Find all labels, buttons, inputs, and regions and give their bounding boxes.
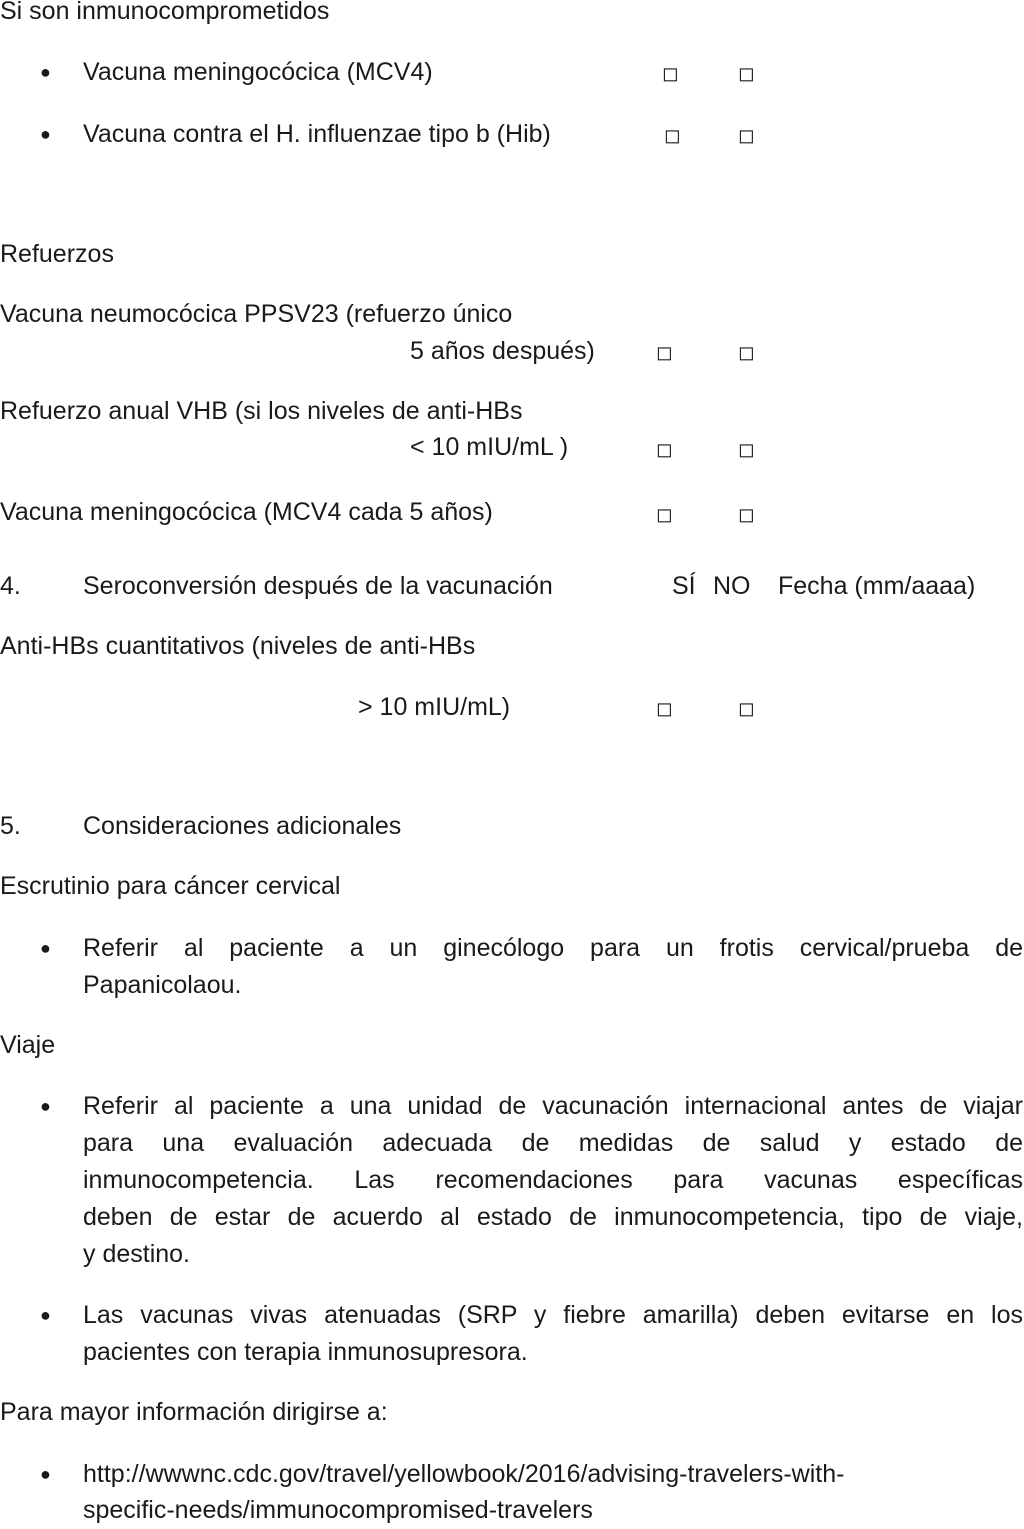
checkbox-si-vhb[interactable]: ◻ bbox=[656, 439, 673, 461]
section4-number: 4. bbox=[0, 572, 21, 600]
antihbs-line2: > 10 mIU/mL) bbox=[358, 693, 511, 721]
cervical-item-line2: Papanicolaou. bbox=[83, 971, 242, 999]
info-title: Para mayor información dirigirse a: bbox=[0, 1398, 388, 1426]
column-header-no: NO bbox=[713, 572, 751, 600]
refuerzos-title: Refuerzos bbox=[0, 240, 114, 268]
checkbox-no-ppsv23[interactable]: ◻ bbox=[738, 342, 755, 364]
item-mcv4: Vacuna meningocócica (MCV4) bbox=[83, 58, 433, 86]
bullet-icon: ● bbox=[40, 124, 51, 144]
section5-number: 5. bbox=[0, 812, 21, 840]
checkbox-si-mcv4-refuerzo[interactable]: ◻ bbox=[656, 504, 673, 526]
checkbox-si-hib[interactable]: ◻ bbox=[664, 125, 681, 147]
viaje-item1-line: inmunocompetencia. Las recomendaciones para vacunas específicas bbox=[83, 1166, 1023, 1194]
viaje-item1-line: y destino. bbox=[83, 1240, 191, 1268]
checkbox-si-mcv4[interactable]: ◻ bbox=[662, 63, 679, 85]
section5-title: Consideraciones adicionales bbox=[83, 812, 402, 840]
checkbox-si-ppsv23[interactable]: ◻ bbox=[656, 342, 673, 364]
viaje-item1-line: Referir al paciente a una unidad de vacunación internacional antes de viajar bbox=[83, 1092, 1023, 1120]
vhb-line2: < 10 mIU/mL ) bbox=[410, 433, 569, 461]
cervical-item-line1: Referir al paciente a un ginecólogo para un frotis cervical/prueba de bbox=[83, 934, 1023, 962]
ppsv23-line1: Vacuna neumocócica PPSV23 (refuerzo único bbox=[0, 300, 513, 328]
column-header-si: SÍ bbox=[672, 572, 696, 600]
bullet-icon: ● bbox=[40, 62, 51, 82]
bullet-icon: ● bbox=[40, 1305, 51, 1325]
checkbox-no-mcv4[interactable]: ◻ bbox=[738, 63, 755, 85]
cdc-link-line2[interactable]: specific-needs/immunocompromised-travelers bbox=[83, 1496, 593, 1524]
checkbox-no-vhb[interactable]: ◻ bbox=[738, 439, 755, 461]
bullet-icon: ● bbox=[40, 1464, 51, 1484]
checkbox-no-antihbs[interactable]: ◻ bbox=[738, 698, 755, 720]
checkbox-si-antihbs[interactable]: ◻ bbox=[656, 698, 673, 720]
bullet-icon: ● bbox=[40, 938, 51, 958]
item-hib: Vacuna contra el H. influenzae tipo b (Hib) bbox=[83, 120, 551, 148]
viaje-title: Viaje bbox=[0, 1031, 56, 1059]
antihbs-line1: Anti-HBs cuantitativos (niveles de anti-HBs bbox=[0, 632, 476, 660]
checkbox-no-mcv4-refuerzo[interactable]: ◻ bbox=[738, 504, 755, 526]
mcv4-refuerzo: Vacuna meningocócica (MCV4 cada 5 años) bbox=[0, 498, 493, 526]
ppsv23-line2: 5 años después) bbox=[410, 337, 595, 365]
bullet-icon: ● bbox=[40, 1096, 51, 1116]
viaje-item1-line: deben de estar de acuerdo al estado de inmunocompetencia, tipo de viaje, bbox=[83, 1203, 1023, 1231]
viaje-item2-line: Las vacunas vivas atenuadas (SRP y fiebre amarilla) deben evitarse en los bbox=[83, 1301, 1023, 1329]
section4-title: Seroconversión después de la vacunación bbox=[83, 572, 553, 600]
checkbox-no-hib[interactable]: ◻ bbox=[738, 125, 755, 147]
viaje-item1-line: para una evaluación adecuada de medidas de salud y estado de bbox=[83, 1129, 1023, 1157]
column-header-fecha: Fecha (mm/aaaa) bbox=[778, 572, 976, 600]
cervical-title: Escrutinio para cáncer cervical bbox=[0, 872, 341, 900]
section-title-inmunocomprometidos: Si son inmunocomprometidos bbox=[0, 0, 330, 25]
vhb-line1: Refuerzo anual VHB (si los niveles de anti-HBs bbox=[0, 397, 523, 425]
cdc-link-line1[interactable]: http://wwwnc.cdc.gov/travel/yellowbook/2016/advising-travelers-with- bbox=[83, 1460, 845, 1488]
viaje-item2-line: pacientes con terapia inmunosupresora. bbox=[83, 1338, 528, 1366]
